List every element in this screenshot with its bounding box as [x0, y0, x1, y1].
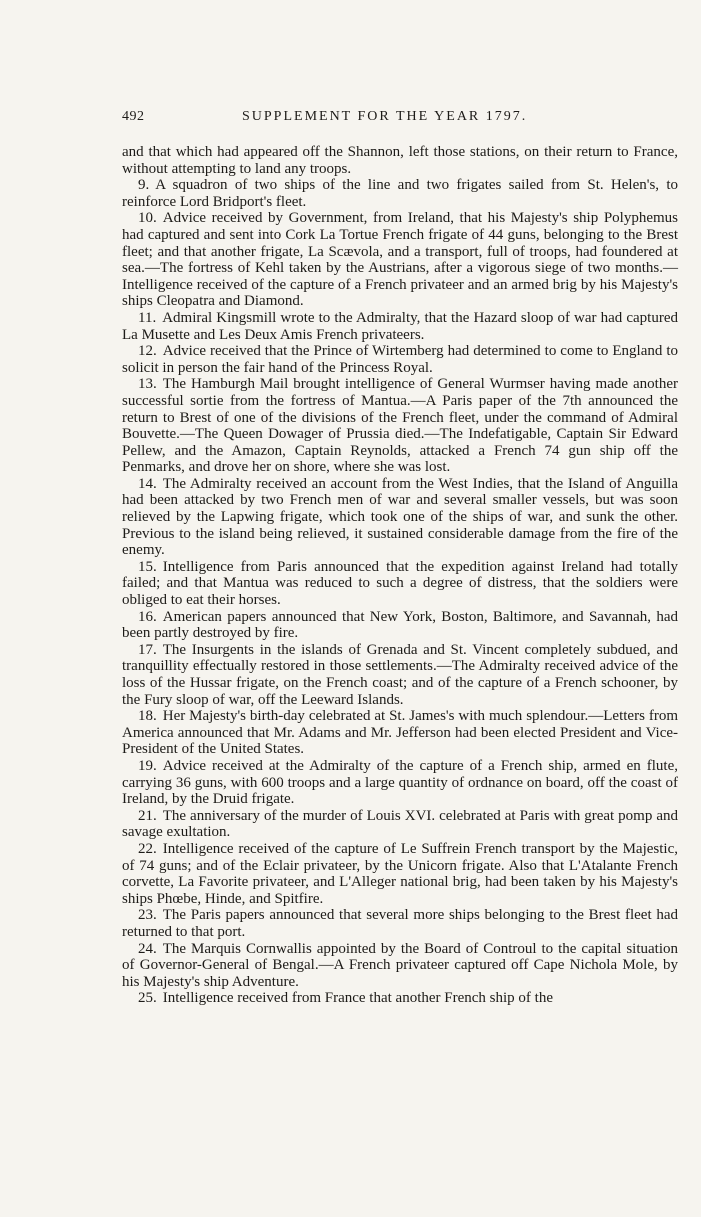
- entry-day-21: [122, 808, 678, 841]
- body-text: [122, 144, 678, 1007]
- entry-text: The Paris papers announced that several more ships belonging to the Brest fleet had returned to that port.: [122, 907, 678, 940]
- entry-day: 15.: [138, 558, 157, 575]
- page-number: 492: [122, 109, 145, 124]
- entry-day-14: [122, 476, 678, 559]
- entry-day: 19.: [138, 757, 157, 774]
- entry-text: The Admiralty received an account from the West Indies, that the Island of Anguilla had been attacked by two French men of war and several smaller vessels, but was soon relieved by the Lapwing frigate, which took one of the ships of war, and sunk the other. Previous to the island being relieved, it sustained considerable damage from the fire of the enemy.: [122, 475, 678, 559]
- entry-day: 11.: [138, 309, 157, 326]
- entry-day-13: [122, 376, 678, 476]
- entry-day: 12.: [138, 343, 157, 360]
- entry-day: 16.: [138, 608, 157, 625]
- entry-text: The anniversary of the murder of Louis XVI. celebrated at Paris with great pomp and savage exultation.: [122, 807, 678, 841]
- entry-day-9: [122, 177, 678, 210]
- page-header: [122, 109, 678, 131]
- entry-day-22: [122, 841, 678, 907]
- entry-day-10: [122, 210, 678, 310]
- entry-day: 18.: [138, 708, 157, 725]
- entry-text: The Insurgents in the islands of Grenada and St. Vincent completely subdued, and tranquillity effectually restored in those settlements.—The Admiralty received advice of the loss of the Hussar frigate, on the French coast; and of the capture of a French schooner, by the Fury sloop of war, off the Leeward Islands.: [122, 641, 678, 708]
- entry-day-19: [122, 758, 678, 808]
- entry-day-12: [122, 343, 678, 376]
- entry-day-23: [122, 907, 678, 940]
- entry-text: Advice received that the Prince of Wirtemberg had determined to come to England to solicit in person the fair hand of the Princess Royal.: [122, 343, 678, 376]
- entry-day: 21.: [138, 807, 157, 824]
- entry-text: Advice received at the Admiralty of the capture of a French ship, armed en flute, carrying 36 guns, with 600 troops and a large quantity of ordnance on board, off the coast of Ireland, by the Druid frigate.: [122, 757, 678, 808]
- entry-text: Intelligence received of the capture of Le Suffrein French transport by the Majestic, of 74 guns; and of the Eclair privateer, by the Unicorn frigate. Also that L'Atalante French corvette, La Favorite privateer, and L'Alleger national brig, had been taken by his Majesty's ships Phœbe, Hinde, and Spitfire.: [122, 840, 678, 907]
- entry-day-17: [122, 642, 678, 708]
- entry-continuation: [122, 144, 678, 177]
- entry-text: Intelligence received from France that another French ship of the: [162, 990, 554, 1007]
- entry-day: 23.: [138, 907, 157, 924]
- entry-text: Intelligence from Paris announced that the expedition against Ireland had totally failed; and that Mantua was reduced to such a degree of distress, that the soldiers were obliged to eat their horses.: [122, 558, 678, 609]
- entry-text: Her Majesty's birth-day celebrated at St. James's with much splendour.—Letters from America announced that Mr. Adams and Mr. Jefferson had been elected President and Vice-President of the United States.: [122, 708, 678, 758]
- entry-text: A squadron of two ships of the line and two frigates sailed from St. Helen's, to reinforce Lord Bridport's fleet.: [122, 177, 678, 210]
- entry-day-11: [122, 310, 678, 343]
- entry-text: Admiral Kingsmill wrote to the Admiralty, that the Hazard sloop of war had captured La Musette and Les Deux Amis French privateers.: [122, 309, 678, 343]
- entry-text: The Hamburgh Mail brought intelligence of General Wurmser having made another successful sortie from the fortress of Mantua.—A Paris paper of the 7th announced the return to Brest of one of the divisions of the French fleet, under the command of Admiral Bouvette.—The Queen Dowager of Prussia died.—The Indefatigable, Captain Sir Edward Pellew, and the Amazon, Captain Reynolds, attacked a French 74 gun ship off the Penmarks, and drove her on shore, where she was lost.: [122, 376, 678, 476]
- entry-text: The Marquis Cornwallis appointed by the Board of Controul to the capital situation of Governor-General of Bengal.—A French privateer captured off Cape Nichola Mole, by his Majesty's ship Adventure.: [122, 940, 678, 990]
- entry-day: 25.: [138, 990, 157, 1007]
- entry-text: and that which had appeared off the Shannon, left those stations, on their return to France, without attempting to land any troops.: [122, 144, 678, 177]
- entry-day: 17.: [138, 641, 157, 658]
- entry-day: 24.: [138, 940, 157, 957]
- entry-day: 13.: [138, 376, 157, 393]
- entry-text: Advice received by Government, from Ireland, that his Majesty's ship Polyphemus had captured and sent into Cork La Tortue French frigate of 44 guns, belonging to the Brest fleet; and that another frigate, La Scævola, and a transport, full of troops, had foundered at sea.—The fortress of Kehl taken by the Austrians, after a vigorous siege of two months.—Intelligence received of the capture of a French privateer and an armed brig by his Majesty's ships Cleopatra and Diamond.: [122, 210, 678, 310]
- entry-text: American papers announced that New York, Boston, Baltimore, and Savannah, had been partly destroyed by fire.: [122, 608, 678, 642]
- entry-day: 10.: [138, 210, 157, 227]
- entry-day: 14.: [138, 475, 157, 492]
- entry-day-24: [122, 941, 678, 991]
- entry-day-25: [122, 990, 678, 1007]
- entry-day-18: [122, 708, 678, 758]
- entry-day-16: [122, 609, 678, 642]
- running-head: SUPPLEMENT FOR THE YEAR 1797.: [242, 109, 528, 124]
- entry-day: 22.: [138, 840, 157, 857]
- entry-day-15: [122, 559, 678, 609]
- entry-day: 9.: [138, 177, 150, 194]
